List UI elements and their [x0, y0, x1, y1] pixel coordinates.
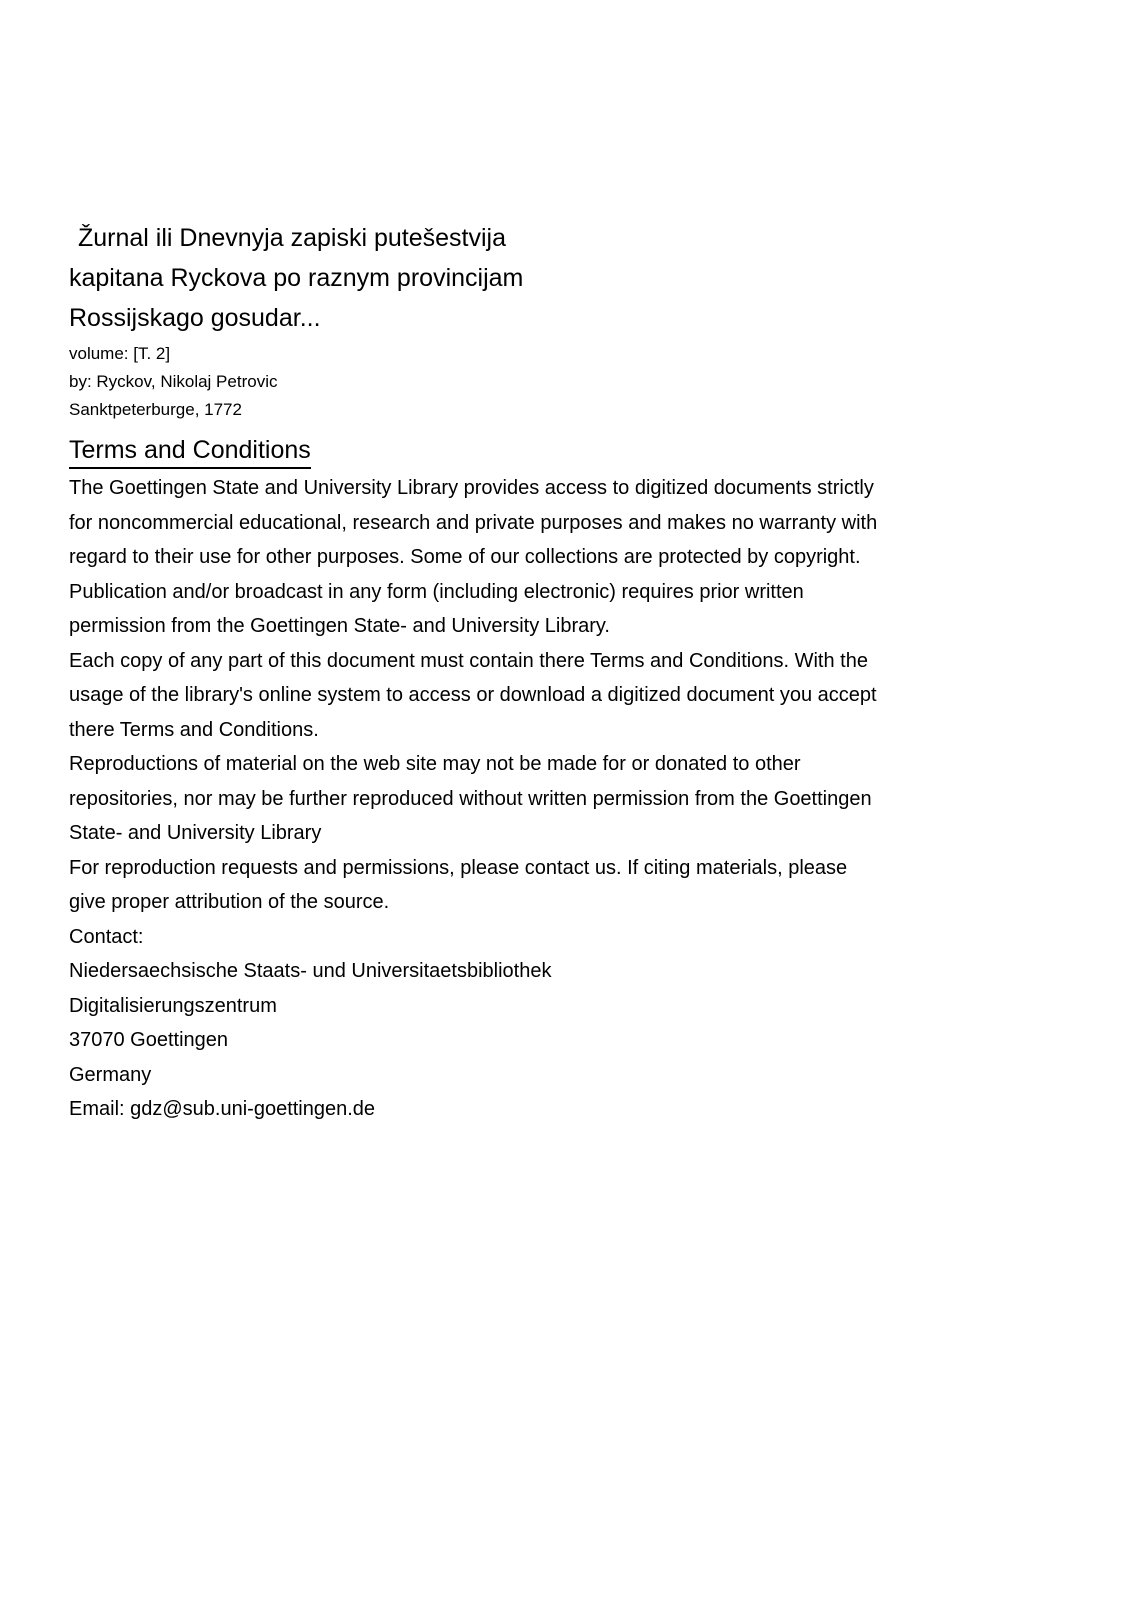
terms-line: Reproductions of material on the web site may not be made for or donated to other	[69, 753, 801, 775]
terms-line: Publication and/or broadcast in any form (including electronic) requires prior written	[69, 580, 804, 603]
terms-line: permission from the Goettingen State- and University Library.	[69, 615, 610, 637]
terms-body	[69, 471, 1009, 920]
title-line: kapitana Ryckova po raznym provincijam	[69, 264, 524, 292]
contact-country: Germany	[69, 1063, 152, 1086]
document-title	[69, 218, 1009, 338]
terms-line: for noncommercial educational, research and private purposes and makes no warranty with	[69, 511, 878, 534]
contact-city: 37070 Goettingen	[69, 1029, 229, 1051]
terms-line: State- and University Library	[69, 822, 322, 844]
volume-info: volume: [T. 2]	[69, 344, 171, 363]
contact-block	[69, 920, 1009, 1127]
terms-line: give proper attribution of the source.	[69, 891, 390, 913]
publication-info: Sanktpeterburge, 1772	[69, 400, 242, 419]
contact-institution: Niedersaechsische Staats- und Universitaetsbibliothek	[69, 960, 552, 982]
contact-email: Email: gdz@sub.uni-goettingen.de	[69, 1098, 376, 1120]
terms-line: For reproduction requests and permissions, please contact us. If citing materials, please	[69, 856, 848, 879]
terms-line: there Terms and Conditions.	[69, 718, 319, 741]
terms-line: Each copy of any part of this document must contain there Terms and Conditions. With the	[69, 649, 868, 672]
author-info: by: Ryckov, Nikolaj Petrovic	[69, 372, 278, 391]
terms-heading: Terms and Conditions	[69, 434, 311, 469]
title-line: Rossijskago gosudar...	[69, 304, 321, 332]
contact-department: Digitalisierungszentrum	[69, 994, 277, 1017]
title-line: Žurnal ili Dnevnyja zapiski putešestvija	[78, 224, 506, 252]
terms-line: regard to their use for other purposes. Some of our collections are protected by copyright.	[69, 546, 861, 568]
terms-line: The Goettingen State and University Library provides access to digitized documents strictly	[69, 477, 874, 499]
contact-label: Contact:	[69, 925, 144, 948]
terms-line: repositories, nor may be further reproduced without written permission from the Goettingen	[69, 787, 872, 810]
page-content	[69, 218, 1009, 1127]
terms-line: usage of the library's online system to access or download a digitized document you accept	[69, 684, 877, 706]
